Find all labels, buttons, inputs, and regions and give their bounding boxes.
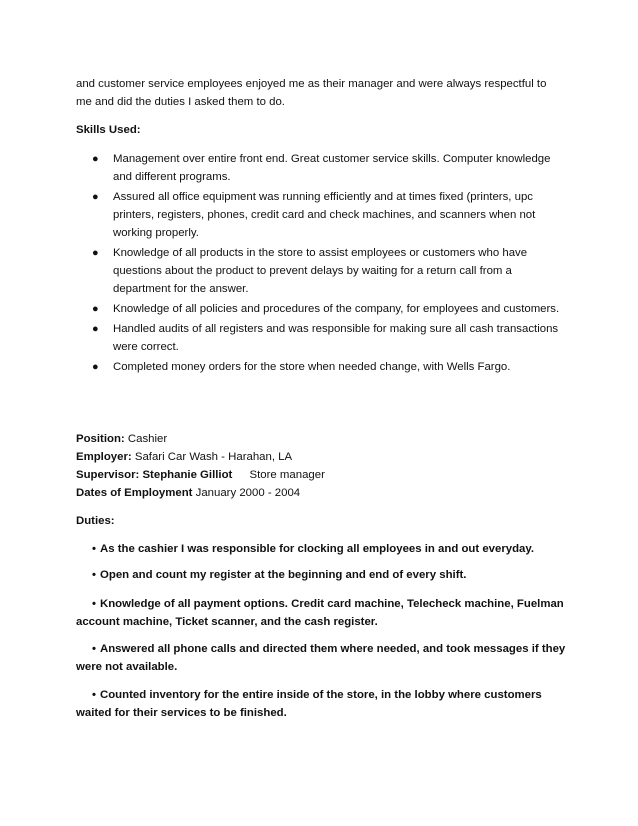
skill-item [76,358,566,376]
dates-value: January 2000 - 2004 [195,487,301,499]
skill-line: department for the answer. [113,283,249,295]
skill-line: were correct. [113,341,179,353]
bullet-icon: ● [92,191,99,203]
bullet-icon: • [92,598,96,610]
bullet-icon: ● [92,303,99,315]
skills-list [76,150,566,376]
position-value: Cashier [127,433,168,445]
duty-item [76,640,566,676]
position-details [76,430,566,502]
duty-item [76,566,566,584]
skill-line: Assured all office equipment was running efficiently and at times fixed (printers, upc [113,191,533,203]
position-row [76,430,566,448]
bullet-icon: • [92,569,96,581]
duty-line: waited for their services to be finished. [76,707,287,719]
duty-line: account machine, Ticket scanner, and the cash register. [76,616,378,628]
skill-line: Management over entire front end. Great customer service skills. Computer knowledge [113,153,551,165]
skill-line: Completed money orders for the store when needed change, with Wells Fargo. [113,361,511,373]
intro-line: me and did the duties I asked them to do. [76,96,285,108]
intro-line: and customer service employees enjoyed me as their manager and were always respectful to [76,78,547,90]
bullet-icon: ● [92,153,99,165]
employer-value: Safari Car Wash - Harahan, LA [134,451,293,463]
skill-item [76,320,566,356]
duty-line: Answered all phone calls and directed them where needed, and took messages if they [100,643,566,655]
bullet-icon: ● [92,247,99,259]
skill-item [76,150,566,186]
duty-item [76,540,566,558]
duty-item [76,595,566,631]
duty-line: Counted inventory for the entire inside of the store, in the lobby where customers [100,689,542,701]
position-label: Position: [76,433,125,445]
skill-item [76,244,566,298]
skill-line: Knowledge of all products in the store to assist employees or customers who have [113,247,528,259]
employer-label: Employer: [76,451,132,463]
skill-line: printers, registers, phones, credit card and check machines, and scanners when not [113,209,536,221]
employer-row [76,448,566,466]
skills-heading: Skills Used: [76,124,141,136]
duty-line: Open and count my register at the beginning and end of every shift. [100,569,467,581]
bullet-icon: ● [92,323,99,335]
supervisor-row [76,466,566,484]
skill-line: questions about the product to prevent delays by waiting for a return call from a [113,265,512,277]
bullet-icon: ● [92,361,99,373]
skills-section [76,150,566,378]
intro-paragraph [76,75,566,111]
duty-item [76,686,566,722]
duty-line: Knowledge of all payment options. Credit card machine, Telecheck machine, Fuelman [100,598,564,610]
bullet-icon: • [92,643,96,655]
bullet-icon: • [92,543,96,555]
supervisor-label: Supervisor: Stephanie Gilliot [76,469,233,481]
skill-line: Knowledge of all policies and procedures of the company, for employees and customers. [113,303,560,315]
duty-line: were not available. [76,661,178,673]
supervisor-value: Store manager [249,469,325,481]
skill-line: and different programs. [113,171,231,183]
duty-line: As the cashier I was responsible for clocking all employees in and out everyday. [100,543,535,555]
duties-heading: Duties: [76,515,115,527]
bullet-icon: • [92,689,96,701]
dates-row [76,484,566,502]
dates-label: Dates of Employment [76,487,193,499]
skill-item [76,300,566,318]
skill-item [76,188,566,242]
skill-line: Handled audits of all registers and was responsible for making sure all cash transactions [113,323,559,335]
skill-line: working properly. [113,227,199,239]
